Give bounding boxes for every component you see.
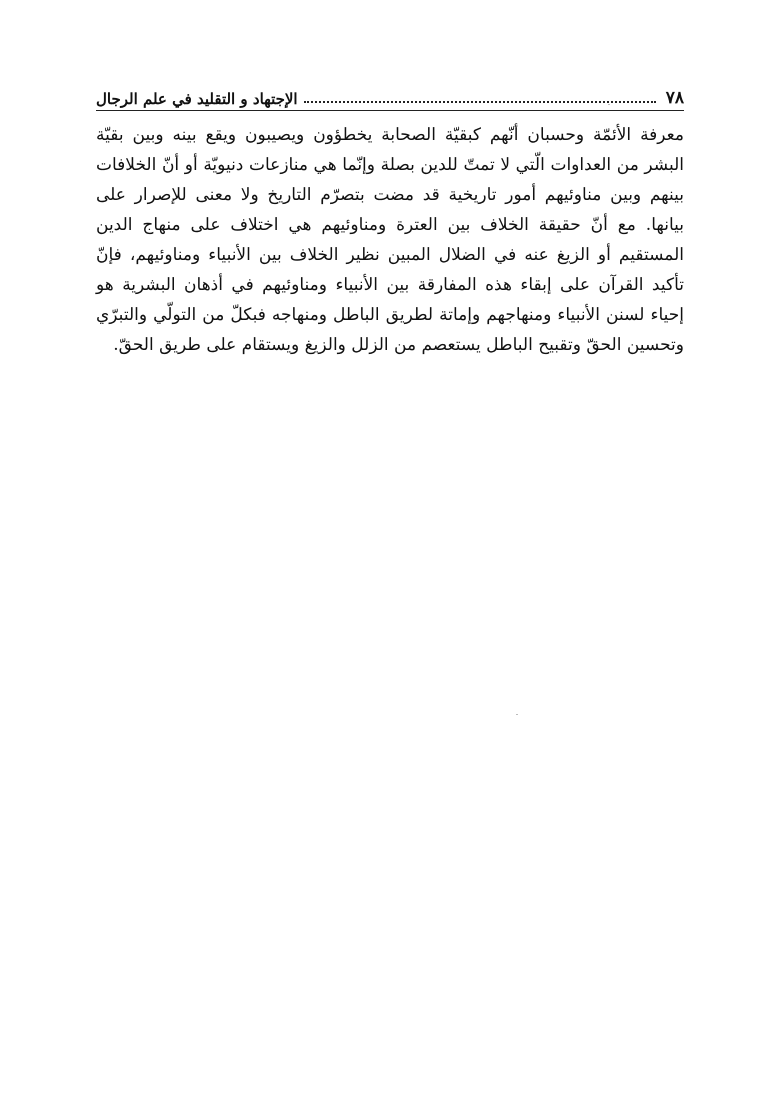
page-number: ٧٨ xyxy=(665,88,684,108)
body-paragraph: معرفة الأئمّة وحسبان أنّهم كبقيّة الصحابة يخطؤون ويصيبون ويقع بينه وبين بقيّة البشر من العداوات الّتي لا تمتّ للدين بصلة وإنّما هي منازعات دنيويّة أو أنّ الخلافات بينهم وبين مناوئيهم أمور تاريخية قد مضت بتصرّم التاريخ ولا معنى للإصرار على بيانها. مع أنّ حقيقة الخلاف بين العترة ومناوئيهم هي اختلاف على منهاج الدين المستقيم أو الزيغ عنه في الضلال المبين نظير الخلاف بين الأنبياء ومناوئيهم، فإنّ تأكيد القرآن على إبقاء هذه المفارقة بين الأنبياء ومناوئيهم في أذهان البشرية هو إحياء لسنن الأنبياء ومنهاجهم وإماتة لطريق الباطل ومنهاجه فبكلّ من التولّي والتبرّي وتحسين الحقّ وتقبيح الباطل يستعصم من الزلل والزيغ ويستقام على طريق الحقّ. xyxy=(96,125,684,355)
scan-speck xyxy=(608,104,610,105)
scan-speck xyxy=(516,714,518,715)
running-header xyxy=(96,82,684,108)
dot-leader xyxy=(304,100,656,103)
header-rule xyxy=(96,110,684,111)
running-header-title: الإجتهاد و التقليد في علم الرجال xyxy=(96,90,298,108)
